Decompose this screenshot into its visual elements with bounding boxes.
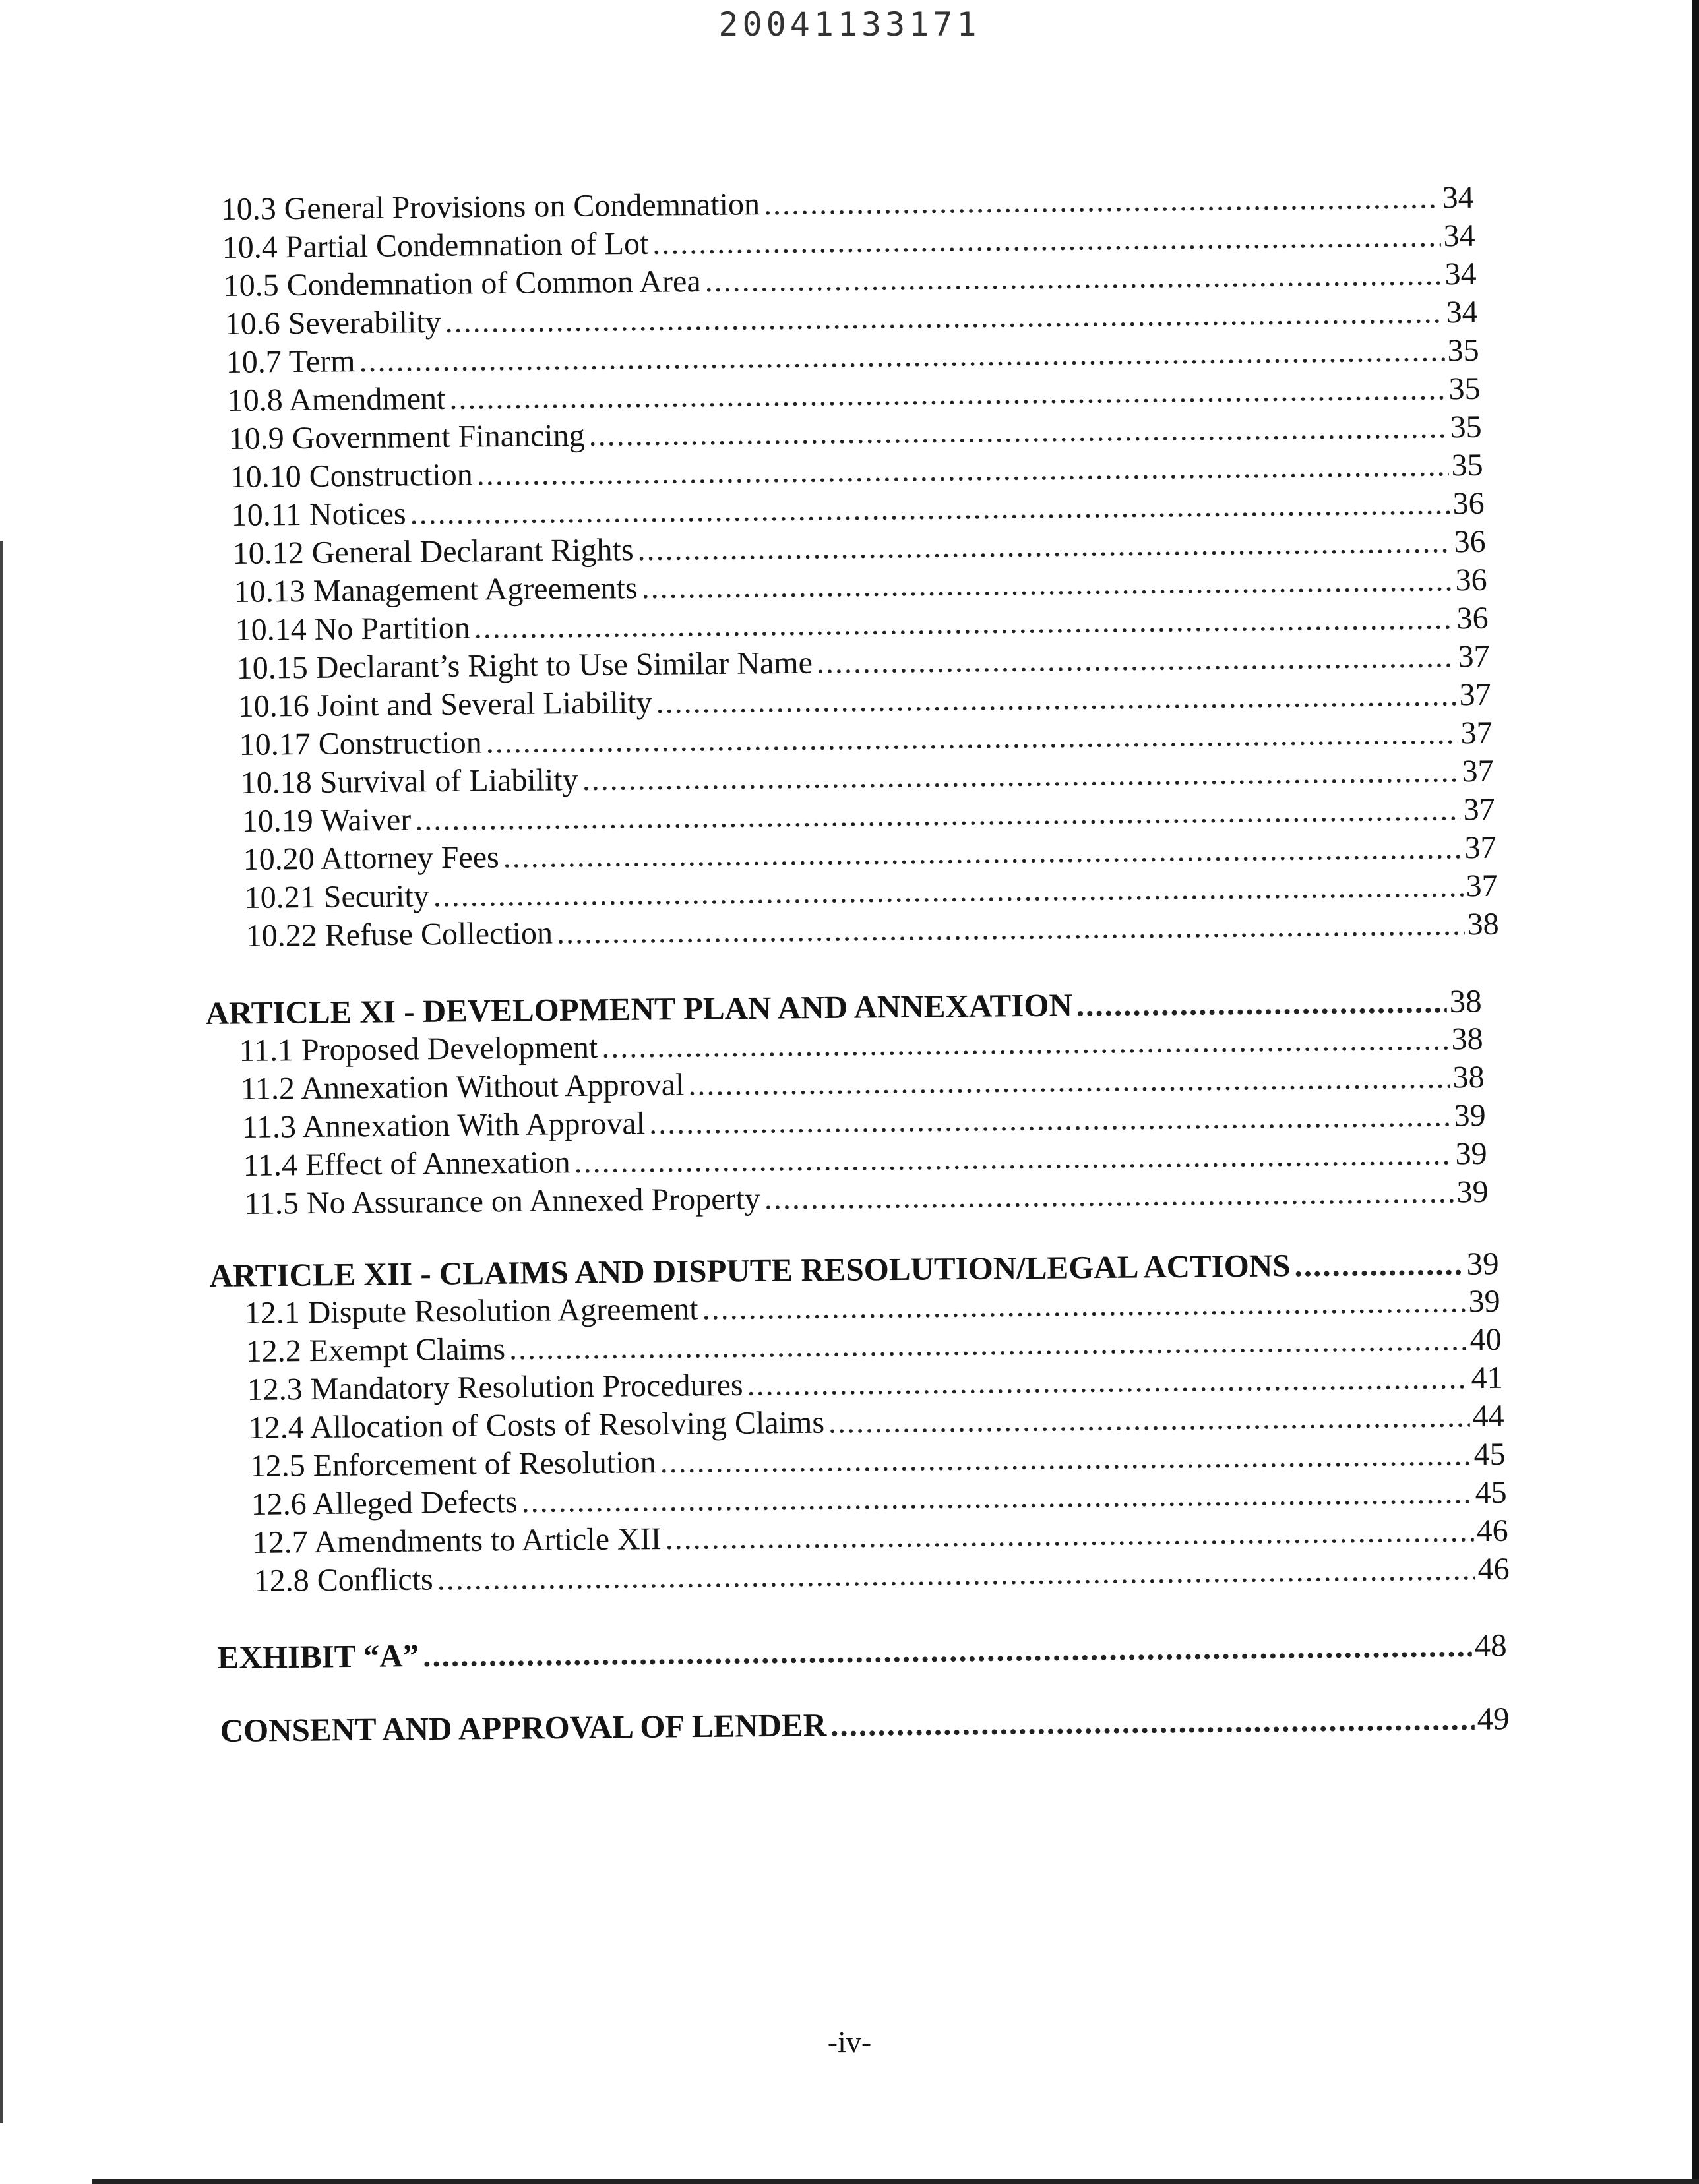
toc-page-number: 35 — [1447, 332, 1479, 369]
toc-entry-label: 10.4 Partial Condemnation of Lot — [222, 226, 649, 266]
toc-entry-label: 12.4 Allocation of Costs of Resolving Claims — [248, 1405, 825, 1445]
toc-page-number: 34 — [1444, 256, 1477, 292]
toc-entry-label: 11.3 Annexation With Approval — [241, 1106, 646, 1145]
toc-entry-label: EXHIBIT “A” — [217, 1637, 419, 1676]
toc-entry-label: 10.18 Survival of Liability — [240, 762, 578, 801]
toc-dot-leader — [509, 1321, 1467, 1367]
toc-entry-label: 10.17 Construction — [239, 725, 482, 762]
toc-dot-leader — [445, 294, 1444, 340]
toc-dot-leader — [1076, 983, 1447, 1023]
toc-page-number: 44 — [1472, 1398, 1504, 1434]
toc-page-number: 35 — [1448, 371, 1481, 407]
toc-dot-leader — [557, 906, 1465, 951]
toc-page-number: 37 — [1462, 753, 1494, 789]
toc-dot-leader — [503, 830, 1462, 875]
scan-edge-right — [1692, 0, 1699, 2184]
scan-edge-left — [0, 541, 3, 2123]
toc-dot-leader — [830, 1700, 1475, 1744]
toc-entry-label: 10.12 General Declarant Rights — [232, 532, 634, 572]
toc-page-number: 36 — [1455, 562, 1487, 598]
toc-entry-label: 10.20 Attorney Fees — [243, 839, 499, 877]
toc-entry-label: 10.14 No Partition — [235, 610, 470, 648]
toc-entry-label: 10.21 Security — [244, 878, 429, 915]
toc-entry-label: 12.7 Amendments to Article XII — [252, 1521, 662, 1560]
toc-page-number: 37 — [1459, 677, 1491, 713]
toc-dot-leader — [574, 1136, 1453, 1180]
toc-dot-leader — [665, 1513, 1474, 1557]
toc-entry-label: 12.1 Dispute Resolution Agreement — [244, 1291, 698, 1331]
toc-dot-leader — [702, 1283, 1466, 1327]
toc-page-number: 48 — [1474, 1627, 1507, 1664]
toc-page-number: 37 — [1464, 830, 1497, 866]
toc-entry-label: 10.22 Refuse Collection — [245, 915, 553, 954]
toc-dot-leader — [582, 753, 1460, 798]
toc-consent-heading — [220, 1699, 1509, 1749]
toc-page-number: 46 — [1476, 1513, 1508, 1549]
toc-page-number: 46 — [1477, 1551, 1510, 1587]
toc-dot-leader — [704, 256, 1442, 299]
toc-dot-leader — [660, 1436, 1471, 1480]
toc-page-number: 38 — [1449, 983, 1482, 1019]
toc-dot-leader — [521, 1474, 1473, 1520]
scan-edge-bottom — [92, 2179, 1699, 2184]
toc-page-number: 45 — [1475, 1474, 1507, 1511]
toc-entry-label: 11.5 No Assurance on Annexed Property — [244, 1181, 761, 1221]
toc-page-number: 36 — [1454, 524, 1486, 560]
toc-entry-label: 10.5 Condemnation of Common Area — [223, 264, 701, 304]
toc-page-number: 35 — [1451, 447, 1483, 483]
document-stamp-number: 20041133171 — [718, 5, 981, 44]
toc-dot-leader — [764, 179, 1440, 222]
toc-entry-label: ARTICLE XII - CLAIMS AND DISPUTE RESOLUTION/LEGAL ACTIONS — [209, 1247, 1291, 1294]
toc-page-number: 36 — [1452, 485, 1485, 522]
toc-entry-label: 10.19 Waiver — [241, 802, 412, 839]
toc-page-number: 37 — [1460, 715, 1493, 751]
toc-page-number: 41 — [1471, 1360, 1503, 1396]
toc-entry-label: 10.16 Joint and Several Liability — [237, 684, 652, 724]
toc-entry-label: ARTICLE XI - DEVELOPMENT PLAN AND ANNEXATION — [205, 986, 1073, 1031]
page-number: -iv- — [827, 2025, 872, 2059]
toc-dot-leader — [485, 715, 1458, 760]
toc-entry-label: 10.10 Construction — [230, 457, 473, 495]
toc-dot-leader — [817, 638, 1456, 681]
toc-entry-label: 12.5 Enforcement of Resolution — [249, 1445, 656, 1484]
toc-dot-leader — [652, 218, 1441, 261]
toc-dot-leader — [602, 1021, 1449, 1065]
toc-page-number: 34 — [1443, 218, 1475, 254]
toc-entry-label: 10.8 Amendment — [227, 380, 446, 419]
toc-page-number: 38 — [1452, 1059, 1485, 1095]
toc-dot-leader — [688, 1059, 1450, 1103]
toc-page-number: 39 — [1454, 1097, 1486, 1134]
toc-dot-leader — [649, 1097, 1452, 1141]
toc-page-number: 35 — [1450, 409, 1482, 445]
toc-page-number: 39 — [1466, 1245, 1499, 1282]
toc-page-number: 37 — [1463, 791, 1495, 828]
toc-dot-leader — [764, 1174, 1454, 1217]
toc-page-number: 39 — [1468, 1283, 1500, 1320]
toc-dot-leader — [747, 1360, 1469, 1403]
toc-entry-label: 10.6 Severability — [224, 304, 441, 342]
toc-dot-leader — [637, 524, 1452, 568]
toc-entry-label: 11.2 Annexation Without Approval — [240, 1067, 685, 1107]
toc-page-number: 37 — [1458, 638, 1490, 675]
toc-page-number: 34 — [1446, 294, 1478, 330]
toc-exhibit-heading — [217, 1626, 1506, 1676]
toc-entry-label: 10.13 Management Agreements — [233, 570, 638, 610]
toc-entry-label: 12.8 Conflicts — [253, 1562, 433, 1598]
toc-dot-leader — [449, 371, 1446, 417]
toc-page-number: 37 — [1466, 868, 1498, 904]
toc-page-number: 39 — [1456, 1174, 1489, 1210]
toc-page-number: 40 — [1469, 1321, 1502, 1358]
toc-entry-label: 10.7 Term — [226, 344, 355, 380]
toc-dot-leader — [474, 600, 1454, 646]
toc-page-number: 38 — [1467, 906, 1499, 942]
toc-page-number: 36 — [1456, 600, 1489, 636]
toc-dot-leader — [828, 1398, 1470, 1440]
toc-page-number: 34 — [1442, 179, 1474, 216]
toc-page-number: 38 — [1451, 1021, 1483, 1057]
toc-entry-label: 11.1 Proposed Development — [239, 1029, 598, 1068]
toc-entry-label: 12.6 Alleged Defects — [251, 1484, 518, 1522]
toc-entry-label: 10.15 Declarant’s Right to Use Similar Name — [236, 645, 813, 686]
toc-entry-label: 10.11 Notices — [231, 496, 406, 533]
toc-entry-label: 11.4 Effect of Annexation — [243, 1145, 571, 1183]
toc-entry-label: 12.2 Exempt Claims — [245, 1331, 506, 1369]
toc-dot-leader — [1294, 1245, 1464, 1284]
toc-dot-leader — [588, 409, 1448, 453]
toc-entry-label: 10.9 Government Financing — [228, 417, 585, 457]
toc-dot-leader — [423, 1627, 1472, 1674]
toc-page-number: 45 — [1473, 1436, 1506, 1472]
toc-dot-leader — [656, 677, 1457, 721]
toc-entry-label: CONSENT AND APPROVAL OF LENDER — [220, 1707, 827, 1749]
toc-entry-label: 10.3 General Provisions on Condemnation — [220, 187, 760, 228]
toc-dot-leader — [476, 447, 1448, 493]
toc-page-number: 49 — [1477, 1700, 1510, 1737]
toc-dot-leader — [437, 1551, 1475, 1597]
toc-dot-leader — [641, 562, 1453, 606]
toc-page-number: 39 — [1455, 1136, 1487, 1172]
toc-entry-label: 12.3 Mandatory Resolution Procedures — [247, 1367, 743, 1407]
